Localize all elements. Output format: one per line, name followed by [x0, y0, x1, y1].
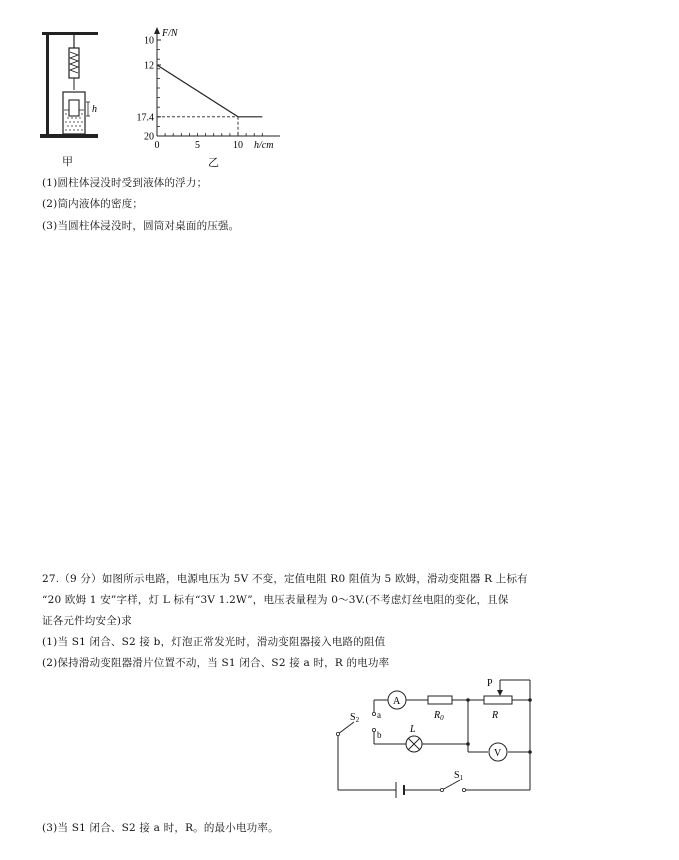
s2-label: $S_2$	[350, 712, 360, 724]
q26-item-2: (2)筒内液体的密度；	[42, 198, 144, 210]
y-tick-label: 17.4	[136, 112, 154, 124]
q26-item-3: (3)当圆柱体浸没时，圆筒对桌面的压强。	[42, 220, 240, 232]
s1-label: $S_1$	[454, 770, 464, 782]
q27-item-2: (2)保持滑动变阻器滑片位置不动，当 S1 闭合、S2 接 a 时，R 的电功率	[42, 657, 390, 669]
figure-jia-apparatus	[38, 28, 106, 146]
series-line-f	[157, 65, 262, 117]
q27-stem-line-3: 证各元件均安全)求	[42, 615, 132, 627]
q27-item-3: (3)当 S1 闭合、S2 接 a 时，R。的最小电功率。	[42, 822, 279, 834]
y-tick-label: 20	[144, 131, 154, 143]
r0-label: $R_0$	[434, 710, 444, 722]
circuit-diagram	[330, 676, 536, 800]
h-label: h	[92, 104, 97, 115]
chart-yi	[128, 24, 290, 156]
y-axis-arrow	[154, 27, 160, 34]
y-tick-label: 12	[144, 60, 154, 72]
l-label: L	[410, 724, 416, 735]
x-tick-label: 5	[195, 140, 200, 151]
rheostat-r-icon	[484, 696, 512, 704]
resistor-r0-icon	[428, 696, 452, 704]
q27-item-1: (1)当 S1 闭合、S2 接 b，灯泡正常发光时，滑动变阻器接入电路的阻值	[42, 636, 386, 648]
y-tick-label: 10	[144, 35, 154, 47]
x-tick-label: 10	[233, 140, 243, 151]
voltmeter-label: V	[494, 748, 502, 759]
figure-yi-caption: 乙	[208, 157, 219, 169]
y-axis-label: F/N	[162, 28, 178, 39]
p-label: P	[487, 678, 493, 689]
q27-stem-line-2: “20 欧姆 1 安”字样，灯 L 标有“3V 1.2W”，电压表量程为 0～3V.(不考虑灯丝电阻的变化，且保	[42, 594, 509, 606]
figure-jia-caption: 甲	[62, 156, 73, 168]
ammeter-label: A	[393, 696, 401, 707]
r-label: R	[492, 710, 499, 721]
q26-item-1: (1)圆柱体浸没时受到液体的浮力；	[42, 177, 208, 189]
x-tick-label: 0	[154, 140, 160, 151]
x-axis-label: h/cm	[254, 140, 274, 151]
contact-b-label: b	[377, 730, 382, 740]
contact-a-label: a	[377, 710, 381, 720]
q27-stem-line-1: 27.（9 分）如图所示电路，电源电压为 5V 不变，定值电阻 R0 阻值为 5 欧姆，滑动变阻器 R 上标有	[42, 573, 528, 585]
